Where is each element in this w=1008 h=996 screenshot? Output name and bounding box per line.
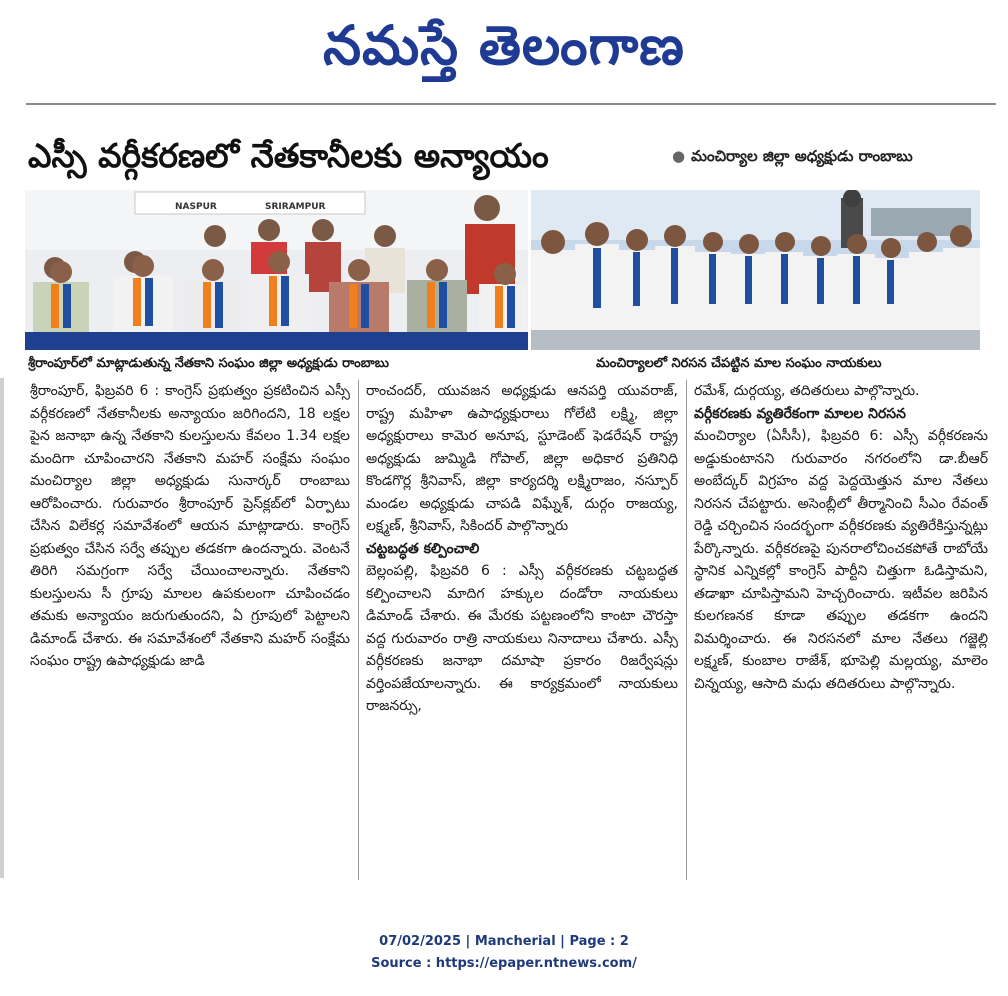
protest-illustration	[531, 190, 980, 350]
subheadline-text: మంచిర్యాల జిల్లా అధ్యక్షుడు రాంబాబు	[691, 147, 913, 165]
press-meet-illustration	[25, 190, 528, 350]
column-2-text-b: బెల్లంపల్లి, ఫిబ్రవరి 6 : ఎస్సీ వర్గీకరణకు చట్టబద్ధత కల్పించాలని మాదిగ హక్కుల దండోరా నాయకులు డిమాండ్ చేశారు. ఈ మేరకు పట్టణంలోని కాంటా చౌరస్తా వద్ద గురువారం రాత్రి నాయకులు నినాదాలు చేశారు. ఎస్సీ వర్గీకరణకు జనాభా దమాషా ప్రకారం రిజర్వేషన్లు వర్తింపజేయాలన్నారు. ఈ కార్యక్రమంలో నాయకులు రాజనర్సు,	[366, 563, 678, 714]
masthead-logo: నమస్తే తెలంగాణ	[323, 14, 685, 77]
column-2-subheading: చట్టబద్ధత కల్పించాలి	[366, 540, 480, 557]
column-3-text-a: రమేశ్, దుర్గయ్య, తదితరులు పాల్గొన్నారు.	[694, 383, 920, 399]
banner-text-2: SRIRAMPUR	[265, 202, 326, 212]
photo-caption-right: మంచిర్యాలలో నిరసన చేపట్టిన మాల సంఘం నాయకులు	[596, 356, 882, 371]
subheadline	[672, 140, 998, 172]
footer-source: Source : https://epaper.ntnews.com/	[371, 956, 637, 971]
photo-press-meet	[25, 190, 528, 350]
column-divider	[686, 380, 687, 880]
banner-text: NASPUR	[175, 202, 217, 212]
header-rule	[26, 103, 996, 105]
article-column-2	[366, 380, 678, 718]
photo-protest	[531, 190, 980, 350]
column-3-text-b: మంచిర్యాల (ఏసీసీ), ఫిబ్రవరి 6: ఎస్సీ వర్గీకరణను అడ్డుకుంటానని గురువారం నగరంలోని డా.బీఆర్ అంబేద్కర్ విగ్రహం వద్ద పెద్దయెత్తున మాల నేతలు నిరసన చేపట్టారు. అసెంబ్లీలో తీర్మానించి సీఎం రేవంత్ రెడ్డి చర్చించిన సందర్భంగా వర్గీకరణకు వ్యతిరేకిస్తున్నట్లు పేర్కొన్నారు. వర్గీకరణపై పునరాలోచించకపోతే రాబోయే స్థానిక ఎన్నికల్లో కాంగ్రెస్ పార్టీని చిత్తుగా ఓడిస్తామని, తడాఖా చూపిస్తామని హెచ్చరించారు. ఇటీవల జరిపిన కులగణనక కూడా తప్పుల తడకగా ఉందని విమర్శించారు. ఈ నిరసనలో మాల నేతలు గజ్జెల్లి లక్ష్మణ్, కుంబాల రాజేశ్, భూపెల్లి మల్లయ్య, మాలెం చిన్నయ్య, ఆసాది మధు తదితరులు పాల్గొన్నారు.	[694, 428, 988, 692]
photo-caption-left: శ్రీరాంపూర్‌లో మాట్లాడుతున్న నేతకాని సంఘం జిల్లా అధ్యక్షుడు రాంబాబు	[28, 356, 389, 371]
column-2-text-a: రాంచందర్, యువజన అధ్యక్షుడు ఆనపర్తి యువరాజ్, రాష్ట్ర మహిళా ఉపాధ్యక్షురాలు గోలేటి లక్ష్మి, జిల్లా అధ్యక్షురాలు కామెర అనూష, స్టూడెంట్ ఫెడరేషన్ రాష్ట్ర అధ్యక్షుడు జుమ్మిడి గోపాల్, జిల్లా అధికార ప్రతినిధి కొండగొర్ల శ్రీనివాస్, జిల్లా కార్యదర్శి లక్ష్మిరాజం, నస్పూర్ మండల అధ్యక్షుడు చాపడి విఘ్నేశ్, దుర్గం రాజయ్య, లక్ష్మణ్, శ్రీనివాస్, సికిందర్ పాల్గొన్నారు	[366, 383, 678, 534]
headline: ఎస్సీ వర్గీకరణలో నేతకానీలకు అన్యాయం	[28, 136, 549, 175]
page-edge-mark	[0, 378, 4, 878]
article-column-1	[30, 380, 350, 673]
column-3-subheading: వర్గీకరణకు వ్యతిరేకంగా మాలల నిరసన	[694, 405, 906, 422]
footer-date-edition: 07/02/2025 | Mancherial | Page : 2	[379, 934, 629, 949]
column-divider	[358, 380, 359, 880]
article-column-3	[694, 380, 988, 695]
bullet-icon: ●	[672, 147, 686, 165]
column-1-text: శ్రీరాంపూర్, ఫిబ్రవరి 6 : కాంగ్రెస్ ప్రభుత్వం ప్రకటించిన ఎస్సీ వర్గీకరణలో నేతకానీలకు అన్యాయం జరిగిందని, 18 లక్షల పైన జనాభా ఉన్న నేతకాని కులస్తులను కేవలం 1.34 లక్షల మందిగా చూపించారని నేతకాని మహర్ సంక్షేమ సంఘం మంచిర్యాల జిల్లా అధ్యక్షుడు సునార్కర్ రాంబాబు ఆరోపించారు. గురువారం శ్రీరాంపూర్ ప్రెస్‌క్లబ్‌లో ఏర్పాటు చేసిన విలేకర్ల సమావేశంలో ఆయన మాట్లాడారు. కాంగ్రెస్ ప్రభుత్వం చేసిన సర్వే తప్పుల తడకగా ఉందన్నారు. వెంటనే తిరిగి సమగ్రంగా సర్వే చేయించాలన్నారు. నేతకాని కులస్తులను సీ గ్రూపు మాలల ఉపకులంగా చూపించడం తమకు అన్యాయం జరుగుతుందని, ఏ గ్రూపులో పెట్టాలని డిమాండ్ చేశారు. ఈ సమావేశంలో నేతకాని మహర్ సంక్షేమ సంఘం రాష్ట్ర ఉపాధ్యక్షుడు జాడి	[30, 383, 350, 669]
